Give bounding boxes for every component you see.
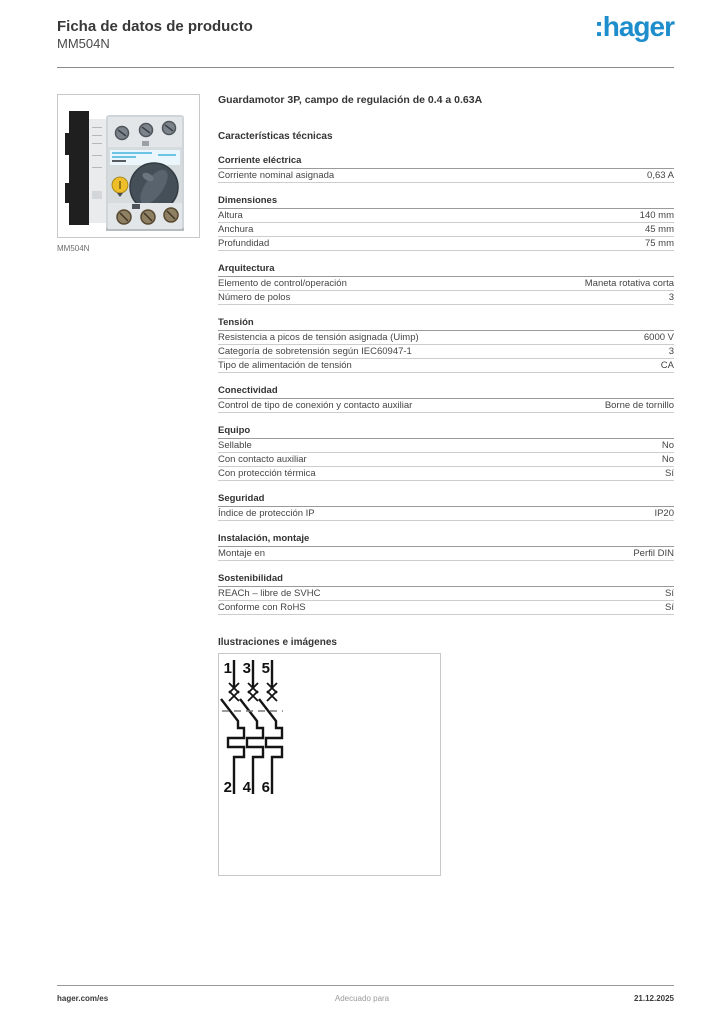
spec-label: Montaje en [218,548,266,559]
spec-section-equipo [218,426,674,481]
spec-row [218,453,674,467]
spec-section-title: Equipo [218,426,674,439]
spec-label: Altura [218,210,243,221]
terminal-label-6: 6 [261,779,270,796]
spec-label: Índice de protección IP [218,508,315,519]
footer-center-text: Adecuado para [334,994,390,1003]
spec-label: Número de polos [218,292,291,303]
main-content [218,94,674,876]
spec-value: 3 [668,292,674,303]
spec-value: Sí [665,588,674,599]
spec-row [218,277,674,291]
spec-label: Profundidad [218,238,270,249]
circuit-diagram [218,653,441,876]
spec-section-title: Tensión [218,318,674,331]
spec-section-title: Seguridad [218,494,674,507]
spec-row [218,601,674,615]
header [57,18,253,52]
spec-section-title: Corriente eléctrica [218,156,674,169]
spec-section-instalacion [218,534,674,561]
spec-section-title: Sostenibilidad [218,574,674,587]
spec-value: Sí [665,602,674,613]
spec-section-corriente [218,156,674,183]
spec-row [218,209,674,223]
spec-section-title: Instalación, montaje [218,534,674,547]
spec-section-title: Arquitectura [218,264,674,277]
specs-heading: Características técnicas [218,131,333,142]
spec-value: 0,63 A [647,170,674,181]
spec-section-sostenibilidad [218,574,674,615]
spec-label: Con protección térmica [218,468,316,479]
spec-label: Con contacto auxiliar [218,454,307,465]
spec-value: 6000 V [643,332,674,343]
spec-value: Borne de tornillo [604,400,674,411]
spec-row [218,507,674,521]
spec-section-seguridad [218,494,674,521]
footer-divider [57,985,674,986]
spec-section-title: Conectividad [218,386,674,399]
terminal-label-2: 2 [223,779,232,796]
spec-section-title: Dimensiones [218,196,674,209]
spec-value: Perfil DIN [633,548,674,559]
spec-value: Maneta rotativa corta [584,278,674,289]
breaker-photo-illustration [58,95,199,237]
spec-value: No [661,454,674,465]
spec-row [218,345,674,359]
spec-label: REACh – libre de SVHC [218,588,321,599]
footer-date: 21.12.2025 [633,994,674,1003]
terminal-label-5: 5 [261,660,270,677]
spec-row [218,399,674,413]
spec-value: CA [660,360,674,371]
spec-label: Corriente nominal asignada [218,170,335,181]
spec-row [218,169,674,183]
terminal-label-4: 4 [242,779,251,796]
spec-value: IP20 [654,508,674,519]
spec-value: 3 [668,346,674,357]
spec-row [218,467,674,481]
spec-label: Categoría de sobretensión según IEC60947-1 [218,346,412,357]
footer-website: hager.com/es [57,994,109,1003]
spec-label: Tipo de alimentación de tensión [218,360,352,371]
spec-value: 140 mm [639,210,674,221]
spec-label: Sellable [218,440,252,451]
spec-value: 75 mm [644,238,674,249]
wiring-diagram-illustration [219,654,440,875]
spec-label: Anchura [218,224,254,235]
spec-section-conectividad [218,386,674,413]
spec-section-arquitectura [218,264,674,305]
spec-row [218,547,674,561]
spec-row [218,359,674,373]
spec-row [218,237,674,251]
product-code: MM504N [57,36,110,51]
product-photo [57,94,200,238]
terminal-label-1: 1 [223,660,232,677]
spec-value: No [661,440,674,451]
spec-section-dimensiones [218,196,674,251]
terminal-label-3: 3 [242,660,251,677]
spec-label: Control de tipo de conexión y contacto auxiliar [218,400,413,411]
spec-row [218,439,674,453]
spec-label: Resistencia a picos de tensión asignada (Uimp) [218,332,419,343]
spec-label: Elemento de control/operación [218,278,347,289]
spec-row [218,291,674,305]
product-description: Guardamotor 3P, campo de regulación de 0.4 a 0.63A [218,94,483,106]
illustrations-heading: Ilustraciones e imágenes [218,637,337,648]
hager-logo: :hager [594,11,674,42]
spec-value: Sí [665,468,674,479]
header-divider [57,67,674,68]
spec-value: 45 mm [644,224,674,235]
product-photo-caption: MM504N [57,244,90,253]
spec-row [218,587,674,601]
spec-label: Conforme con RoHS [218,602,306,613]
spec-row [218,223,674,237]
page-title: Ficha de datos de producto [57,18,253,35]
spec-section-tension [218,318,674,373]
spec-row [218,331,674,345]
